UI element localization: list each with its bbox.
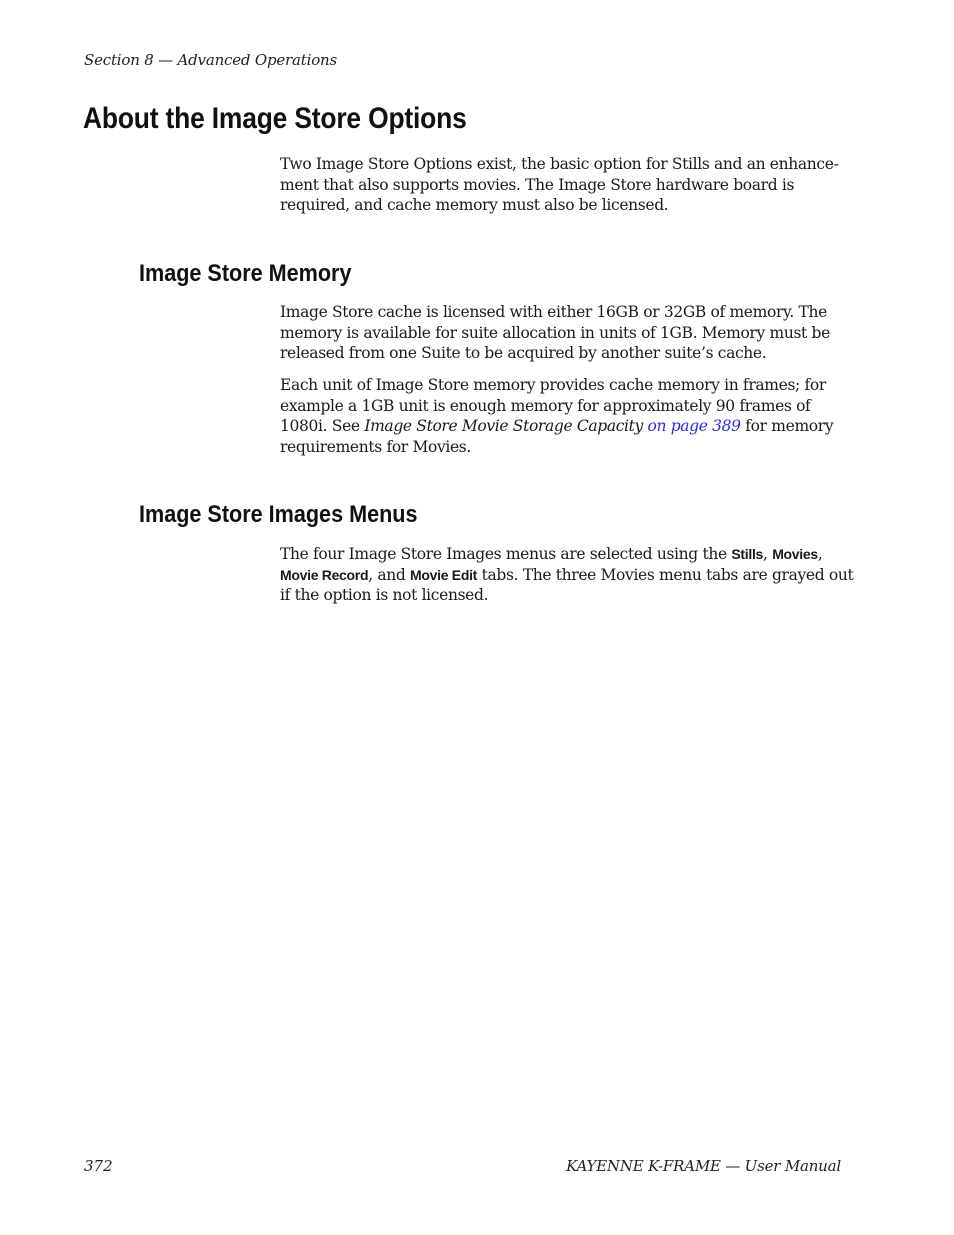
memory-para1-line: released from one Suite to be acquired by another suite’s cache. <box>280 344 767 362</box>
separator: , and <box>368 565 411 584</box>
menus-paragraph <box>280 544 854 606</box>
text-run: tabs. The three Movies menu tabs are grayed out <box>477 565 854 584</box>
page-number: 372 <box>84 1157 113 1175</box>
separator: , <box>817 545 823 563</box>
page-title: About the Image Store Options <box>83 102 467 135</box>
memory-para2-line: example a 1GB unit is enough memory for approximately 90 frames of <box>280 396 811 415</box>
memory-para1-line: Image Store cache is licensed with either 16GB or 32GB of memory. The <box>280 303 827 321</box>
memory-para2-line: Each unit of Image Store memory provides cache memory in frames; for <box>280 376 826 394</box>
movies-tab-label: Movies <box>772 546 818 562</box>
page-reference-link[interactable]: on page 389 <box>647 417 741 435</box>
intro-line: required, and cache memory must also be licensed. <box>280 196 669 214</box>
separator: , <box>763 545 773 563</box>
intro-line: ment that also supports movies. The Image Store hardware board is <box>280 175 795 194</box>
menus-para-line-2 <box>280 565 854 586</box>
memory-para1-line: memory is available for suite allocation in units of 1GB. Memory must be <box>280 323 830 342</box>
memory-paragraph-1 <box>280 302 846 364</box>
running-header: Section 8 — Advanced Operations <box>84 51 337 69</box>
text-run: The four Image Store Images menus are selected using the <box>280 545 732 563</box>
intro-line: Two Image Store Options exist, the basic option for Stills and an enhance- <box>280 155 839 173</box>
movie-record-tab-label: Movie Record <box>280 566 369 583</box>
memory-para2-line: requirements for Movies. <box>280 437 471 456</box>
manual-title: KAYENNE K-FRAME — User Manual <box>566 1157 841 1175</box>
memory-paragraph-2 <box>280 375 846 457</box>
text-run: for memory <box>740 417 834 435</box>
cross-reference-title: Image Store Movie Storage Capacity <box>364 417 643 435</box>
menus-para-line-3: if the option is not licensed. <box>280 586 489 604</box>
movie-edit-tab-label: Movie Edit <box>410 566 478 583</box>
heading-image-store-memory: Image Store Memory <box>139 260 352 287</box>
menus-para-line-1 <box>280 544 846 565</box>
stills-tab-label: Stills <box>731 546 764 562</box>
heading-image-store-images-menus: Image Store Images Menus <box>139 501 418 528</box>
intro-paragraph <box>280 154 846 216</box>
text-run: 1080i. See <box>280 417 365 435</box>
memory-para2-line-3 <box>280 416 846 437</box>
